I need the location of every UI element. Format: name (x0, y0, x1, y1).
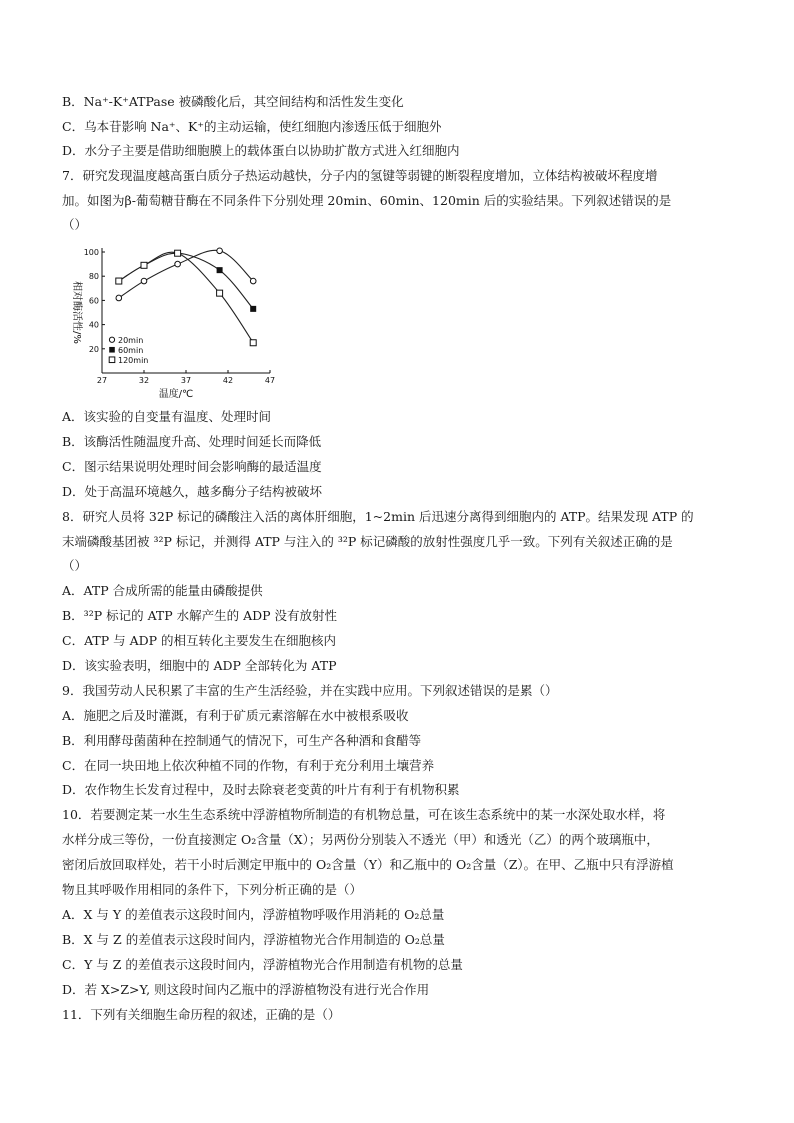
y-tick-label: 20 (88, 344, 99, 354)
legend-label: 20min (118, 335, 144, 345)
legend-marker (109, 337, 114, 342)
x-tick-label: 27 (96, 376, 108, 385)
text-line: C．Y 与 Z 的差值表示这段时间内，浮游植物光合作用制造有机物的总量 (62, 957, 463, 972)
text-line: C．图示结果说明处理时间会影响酶的最适温度 (62, 459, 322, 474)
y-tick-label: 40 (88, 320, 99, 330)
x-tick-label: 37 (180, 376, 192, 385)
enzyme-activity-chart (60, 242, 290, 402)
text-line: B．该酶活性随温度升高、处理时间延长而降低 (62, 434, 322, 449)
text-line: D．若 X>Z>Y, 则这段时间内乙瓶中的浮游植物没有进行光合作用 (62, 982, 430, 997)
y-tick-label: 100 (83, 248, 99, 257)
text-line: （） (62, 558, 88, 573)
y-tick-label: 80 (88, 272, 99, 282)
legend-marker (109, 357, 115, 363)
text-line: C．在同一块田地上依次种植不同的作物，有利于充分利用土壤营养 (62, 758, 435, 773)
text-line: （） (62, 217, 88, 232)
text-line: D．水分子主要是借助细胞膜上的载体蛋白以协助扩散方式进入红细胞内 (62, 143, 460, 158)
data-point-20min (175, 261, 181, 267)
y-tick-label: 60 (88, 296, 99, 306)
x-axis-label: 温度/℃ (158, 389, 194, 400)
data-point-120min (141, 262, 147, 268)
text-line: 密闭后放回取样处，若干小时后测定甲瓶中的 O₂含量（Y）和乙瓶中的 O₂含量（Z）。在甲、乙瓶中只有浮游植 (62, 857, 674, 872)
series-line-60min (119, 253, 253, 309)
text-line: 7．研究发现温度越高蛋白质分子热运动越快，分子内的氢键等弱键的断裂程度增加，立体结构被破坏程度增 (62, 168, 658, 183)
data-point-120min (175, 250, 181, 256)
data-point-20min (116, 295, 122, 301)
text-line: 物且其呼吸作用相同的条件下，下列分析正确的是（） (62, 882, 363, 897)
text-line: 加。如图为β-葡萄糖苷酶在不同条件下分别处理 20min、60min、120min 后的实验结果。下列叙述错误的是 (62, 193, 672, 208)
text-line: D．该实验表明，细胞中的 ADP 全部转化为 ATP (62, 658, 337, 673)
data-point-20min (217, 248, 223, 254)
x-tick-label: 47 (264, 376, 276, 385)
text-line: C．ATP 与 ADP 的相互转化主要发生在细胞核内 (62, 633, 337, 648)
legend-marker (109, 347, 115, 353)
text-line: 末端磷酸基团被 ³²P 标记，并测得 ATP 与注入的 ³²P 标记磷酸的放射性强度几乎一致。下列有关叙述正确的是 (62, 534, 673, 549)
legend-label: 60min (118, 345, 144, 355)
data-point-120min (116, 278, 122, 284)
chart-svg (60, 242, 290, 402)
series-line-120min (119, 252, 253, 343)
x-tick-label: 32 (138, 376, 150, 385)
text-line: D．处于高温环境越久，越多酶分子结构被破坏 (62, 484, 323, 499)
text-line: A．X 与 Y 的差值表示这段时间内，浮游植物呼吸作用消耗的 O₂总量 (62, 907, 445, 922)
x-tick-label: 42 (222, 376, 234, 385)
data-point-20min (250, 278, 256, 284)
text-line: B．Na⁺-K⁺ATPase 被磷酸化后，其空间结构和活性发生变化 (62, 94, 404, 109)
data-point-60min (250, 306, 256, 312)
text-line: 9．我国劳动人民积累了丰富的生产生活经验，并在实践中应用。下列叙述错误的是累（） (62, 683, 558, 698)
text-line: B．利用酵母菌菌种在控制通气的情况下，可生产各种酒和食醋等 (62, 733, 422, 748)
data-point-120min (250, 340, 256, 346)
data-point-120min (217, 290, 223, 296)
text-line: 11．下列有关细胞生命历程的叙述，正确的是（） (62, 1007, 341, 1022)
text-line: A．该实验的自变量有温度、处理时间 (62, 409, 272, 424)
text-line: 水样分成三等份，一份直接测定 O₂含量（X）；另两份分别装入不透光（甲）和透光（乙）的两个玻璃瓶中， (62, 832, 659, 847)
text-line: D．农作物生长发育过程中，及时去除衰老变黄的叶片有利于有机物积累 (62, 782, 460, 797)
text-line: 8．研究人员将 32P 标记的磷酸注入活的离体肝细胞，1~2min 后迅速分离得到细胞内的 ATP。结果发现 ATP 的 (62, 509, 694, 524)
data-point-60min (217, 267, 223, 273)
text-line: A．施肥之后及时灌溉，有利于矿质元素溶解在水中被根系吸收 (62, 708, 409, 723)
text-line: A．ATP 合成所需的能量由磷酸提供 (62, 583, 263, 598)
text-line: C．乌本苷影响 Na⁺、K⁺的主动运输，使红细胞内渗透压低于细胞外 (62, 119, 442, 134)
text-line: B．³²P 标记的 ATP 水解产生的 ADP 没有放射性 (62, 608, 338, 623)
text-line: B．X 与 Z 的差值表示这段时间内，浮游植物光合作用制造的 O₂总量 (62, 932, 445, 947)
data-point-20min (141, 278, 147, 284)
legend-label: 120min (118, 355, 149, 365)
y-axis-label: 相对酶活性/% (71, 281, 82, 344)
text-line: 10．若要测定某一水生生态系统中浮游植物所制造的有机物总量，可在该生态系统中的某一水深处取水样，将 (62, 807, 666, 822)
